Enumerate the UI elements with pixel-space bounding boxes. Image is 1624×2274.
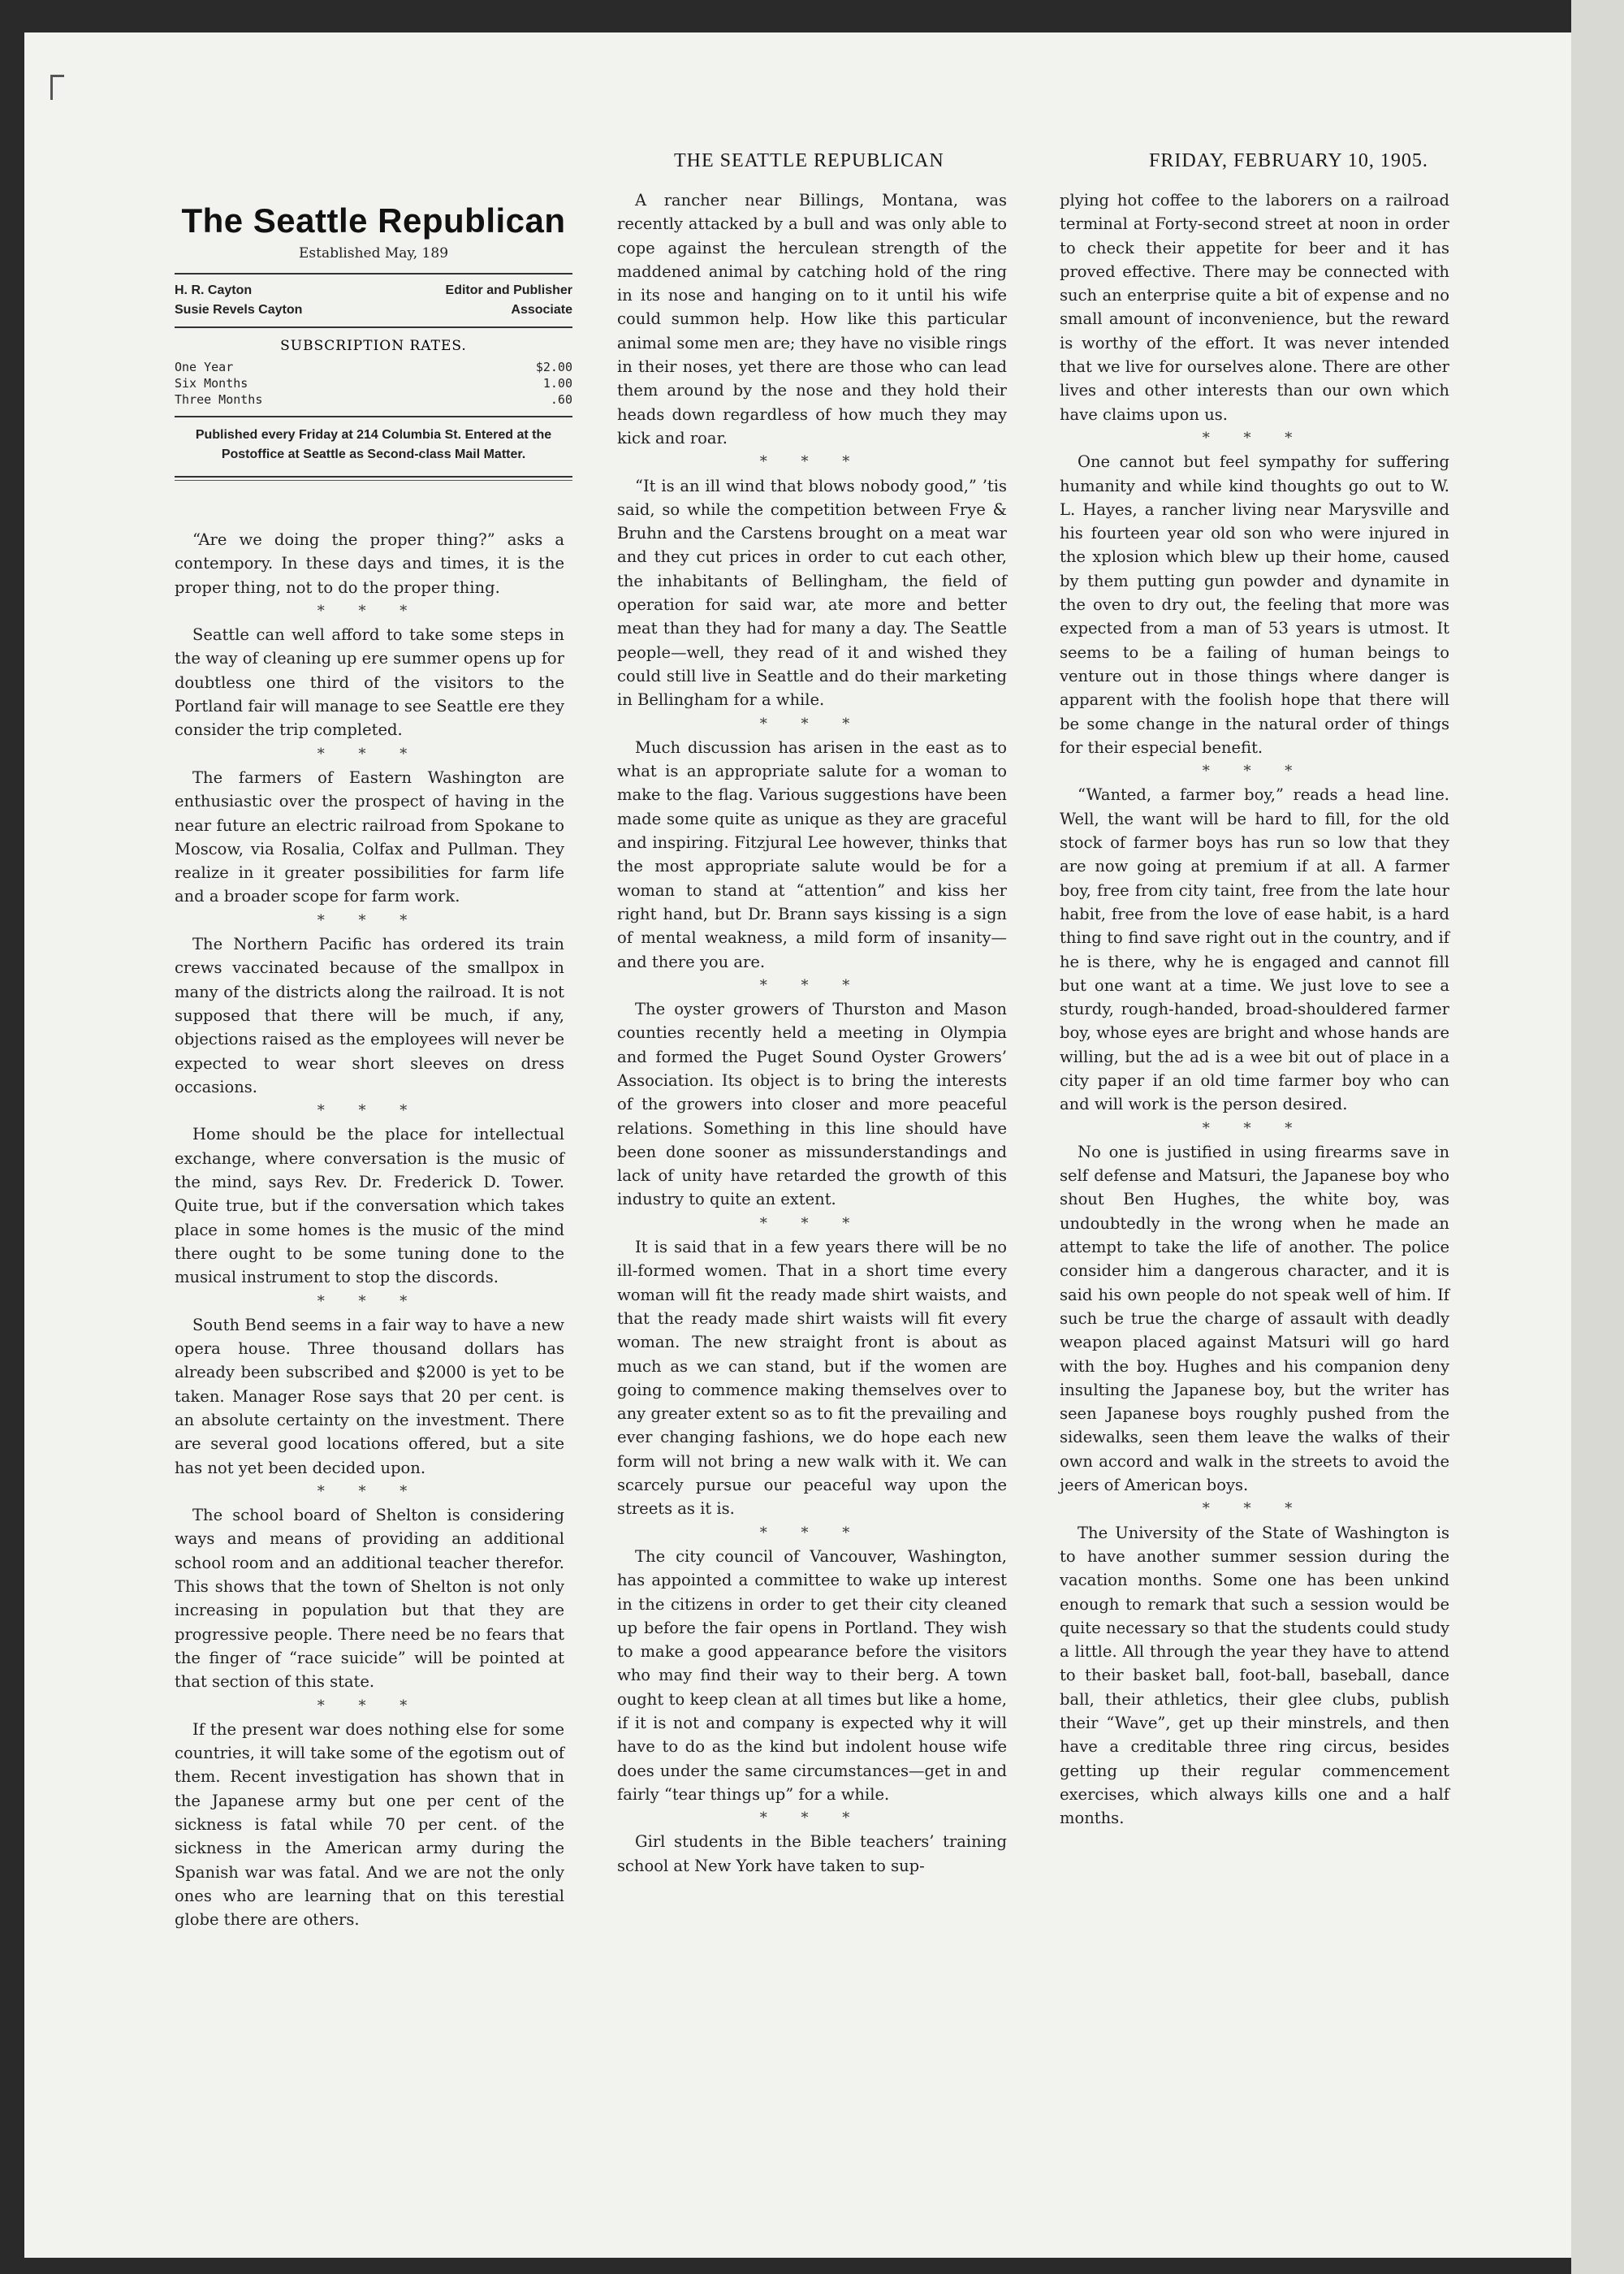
article-paragraph: Seattle can well afford to take some steps in the way of cleaning up ere summer opens up for doubtless one third of the visitors to the Portland fair will manage to see Seattle ere they consider the trip completed. [175, 625, 564, 740]
staff-row [175, 300, 572, 320]
article-paragraph: plying hot coffee to the laborers on a railroad terminal at Forty-second street at noon in order to check their appetite for beer and it has proved effective. There may be connected with such an enterprise quite a bit of expense and no small amount of inconvenience, but the reward is worthy of the effort. It was never intended that we live for ourselves alone. There are other lives and other interests than our own which have claims upon us. [1060, 191, 1449, 424]
masthead-established: Established May, 189 [298, 245, 449, 262]
article-separator: * * * [759, 715, 865, 733]
rate-price: .60 [550, 392, 572, 407]
article-paragraph: Home should be the place for intellectual exchange, where conversation is the music of the mind, says Rev. Dr. Frederick D. Tower. Quite true, but if the conversation which takes place in some homes is the music of the mind there ought to be some tuning done to the musical instrument to stop the discords. [175, 1125, 564, 1287]
rate-row [175, 391, 572, 408]
masthead [175, 201, 572, 481]
column-2 [617, 188, 1007, 1878]
rate-price: 1.00 [542, 376, 572, 391]
article-paragraph: The farmers of Eastern Washington are enthusiastic over the prospect of having in the near future an electric railroad from Spokane to Moscow, via Rosalia, Colfax and Pullman. They realize in it greater possibilities for farm life and a broader scope for farm work. [175, 767, 564, 906]
rate-row [175, 375, 572, 391]
article-separator: * * * [317, 1102, 422, 1120]
publication-info: Published every Friday at 214 Columbia St. Entered at the Postoffice at Seattle as Second-class Mail Matter. [195, 428, 552, 461]
article-paragraph: Girl students in the Bible teachers’ training school at New York have taken to sup- [617, 1832, 1007, 1875]
staff-list [175, 281, 572, 320]
article-separator: * * * [317, 911, 422, 929]
article-paragraph: The city council of Vancouver, Washington, has appointed a committee to wake up interest in the citizens in order to get their city cleaned up before the fair opens in Portland. They wish to make a good appearance before the visitors who may find their way to their berg. A town ought to keep clean at all times but like a home, if it is not and company is expected why it will have to do as the kind but indolent house wife does under the same circumstances—get in and fairly “tear things up” for a while. [617, 1546, 1007, 1804]
staff-role: Editor and Publisher [445, 283, 572, 297]
binding-mark [50, 75, 64, 100]
article-paragraph: “Wanted, a farmer boy,” reads a head line. Well, the want will be hard to fill, for the old stock of farmer boys has run so low that they are now going at premium if at all. A farmer boy, free from city taint, free from the late hour habit, free from the love of ease habit, is a hard thing to find save right out in the country, and if he is there, why he is engaged and cannot fill but one want at a time. We just love to see a sturdy, rough-handed, broad-shouldered farmer boy, whose eyes are bright and whose hands are willing, but the ad is a wee bit out of place in a city paper if an old time farmer boy who can and will work is the person desired. [1060, 785, 1449, 1114]
article-paragraph: It is said that in a few years there will be no ill-formed women. That in a short time every woman will fit the ready made shirt waists, and that the ready made shirt waists will fit every woman. The new straight front is about as much as we can stand, but if the women are going to commence making themselves over to any greater extent so as to fit the prevailing and ever changing fashions, we do hope each new form will not bring a new walk with it. We can scarcely pursue our peaceful way upon the streets as it is. [617, 1238, 1007, 1519]
article-separator: * * * [317, 1482, 422, 1500]
article-paragraph: No one is justified in using firearms save in self defense and Matsuri, the Japanese boy who shout Ben Hughes, the white boy, was undoubtedly in the wrong when he made an attempt to take the life of another. The police consider him a dangerous character, and it is said his own people do not speak well of him. If such be true the charge of assault with deadly weapon placed against Matsuri will go hard with the boy. Hughes and his companion deny insulting the Japanese boy, but the writer has seen Japanese boys roughly pushed from the sidewalks, seen them leave the walks of their own accord and walk in the streets to avoid the jeers of American boys. [1060, 1142, 1449, 1495]
column-1 [175, 528, 564, 1932]
article-separator: * * * [317, 602, 422, 620]
article-paragraph: The school board of Shelton is considering ways and means of providing an additional school room and an additional teacher therefor. This shows that the town of Shelton is not only increasing in population but that they are progressive people. There need be no fears that the finger of “race suicide” will be pointed at that section of this state. [175, 1506, 564, 1692]
rates-rule [175, 416, 572, 417]
masthead-title: The Seattle Republican [181, 201, 566, 240]
article-paragraph: The University of the State of Washington is to have another summer session during the vacation months. Some one has been unkind enough to remark that such a session would be quite necessary so that the students could study a little. All through the year they have to attend to their basket ball, foot-ball, baseball, dance ball, their athletics, their glee clubs, publish their “Wave”, get up their minstrels, and then have a creditable three ring circus, besides getting up their regular commencement exercises, which always kills one and a half months. [1060, 1523, 1449, 1828]
masthead-rule [175, 273, 572, 275]
article-separator: * * * [317, 1697, 422, 1714]
article-paragraph: Much discussion has arisen in the east as to what is an appropriate salute for a woman to make to the flag. Various suggestions have been made some quite as unique as they are graceful and inspiring. Fitzjural Lee however, thinks that the most appropriate salute would be for a woman to stand at “attention” and kiss her right hand, but Dr. Brann says kissing is a sign of mental weakness, a mild form of insanity—and there you are. [617, 737, 1007, 971]
article-separator: * * * [1202, 763, 1307, 780]
staff-name: Susie Revels Cayton [175, 303, 303, 317]
article-separator: * * * [1202, 429, 1307, 447]
masthead-bottom-rule [175, 476, 572, 478]
masthead-bottom-rule-thin [175, 480, 572, 481]
article-paragraph: The oyster growers of Thurston and Mason counties recently held a meeting in Olympia and formed the Puget Sound Oyster Growers’ Association. Its object is to bring the interests of the growers into closer and more peaceful relations. Something in this line should have been done sooner as missunderstandings and lack of unity have retarded the growth of this industry to quite an extent. [617, 1000, 1007, 1209]
article-paragraph: One cannot but feel sympathy for suffering humanity and while kind thoughts go out to W. L. Hayes, a rancher living near Marysville and his fourteen year old son who were injured in the xplosion which blew up their home, caused by them putting gun powder and dynamite in the oven to dry out, the feeling that more was expected from a man of 53 years is utmost. It seems to be a failing of human beings to venture out in those things where danger is apparent with the foolish hope that there will be some change in the natural order of things for their especial benefit. [1060, 452, 1449, 757]
article-separator: * * * [1202, 1119, 1307, 1137]
column-3 [1060, 188, 1449, 1830]
article-separator: * * * [317, 745, 422, 763]
article-paragraph: The Northern Pacific has ordered its train crews vaccinated because of the smallpox in many of the districts along the railroad. It is not supposed that there will be much, if any, objections raised as the employees will never be expected to wear short sleeves on dress occasions. [175, 935, 564, 1096]
article-paragraph: “Are we doing the proper thing?” asks a contempory. In these days and times, it is the proper thing, not to do the proper thing. [175, 530, 564, 597]
article-separator: * * * [759, 976, 865, 994]
rate-term: Three Months [175, 392, 263, 407]
article-separator: * * * [759, 1809, 865, 1827]
rate-term: Six Months [175, 376, 248, 391]
article-paragraph: If the present war does nothing else for some countries, it will take some of the egotism out of them. Recent investigation has shown that in the Japanese army but one per cent of the sickness is fatal while 70 per cent. of the sickness in the American army during the Spanish war was fatal. And we are not the only ones who are learning that on this terestial globe there are others. [175, 1719, 564, 1930]
page-edge [1571, 0, 1624, 2274]
article-paragraph: A rancher near Billings, Montana, was recently attacked by a bull and was only able to cope against the herculean strength of the maddened animal by catching hold of the ring in its nose and hanging on to it until his wife could summon help. How like this particular animal some men are; they have no visible rings in their noses, yet there are those who can lead them around by the nose and they hold their heads down regardless of how much they may kick and roar. [617, 191, 1007, 447]
article-separator: * * * [759, 1524, 865, 1541]
article-separator: * * * [317, 1292, 422, 1310]
subscription-heading: SUBSCRIPTION RATES. [280, 338, 467, 354]
rate-price: $2.00 [535, 360, 572, 374]
running-head-title: THE SEATTLE REPUBLICAN [674, 150, 944, 171]
article-paragraph: South Bend seems in a fair way to have a new opera house. Three thousand dollars has already been subscribed and $2000 is yet to be taken. Manager Rose says that 20 per cent. is an absolute certainty on the investment. There are several good locations offered, but a site has not yet been decided upon. [175, 1315, 564, 1477]
rate-term: One Year [175, 360, 234, 374]
article-separator: * * * [1202, 1500, 1307, 1518]
rate-row [175, 359, 572, 375]
article-separator: * * * [759, 1214, 865, 1232]
running-head-date: FRIDAY, FEBRUARY 10, 1905. [1149, 150, 1428, 171]
staff-rule [175, 326, 572, 328]
article-separator: * * * [759, 453, 865, 471]
staff-role: Associate [511, 303, 572, 317]
article-paragraph: “It is an ill wind that blows nobody good,” ’tis said, so while the competition between Frye & Bruhn and the Carstens brought on a meat war and they cut prices in order to cut each other, the inhabitants of Bellingham, the field of operation for said war, ate more and better meat than they had for many a day. The Seattle people—well, they read of it and wished they could still live in Seattle and do their marketing in Bellingham for a while. [617, 476, 1007, 710]
staff-row [175, 281, 572, 300]
subscription-rates [175, 359, 572, 408]
staff-name: H. R. Cayton [175, 283, 253, 297]
